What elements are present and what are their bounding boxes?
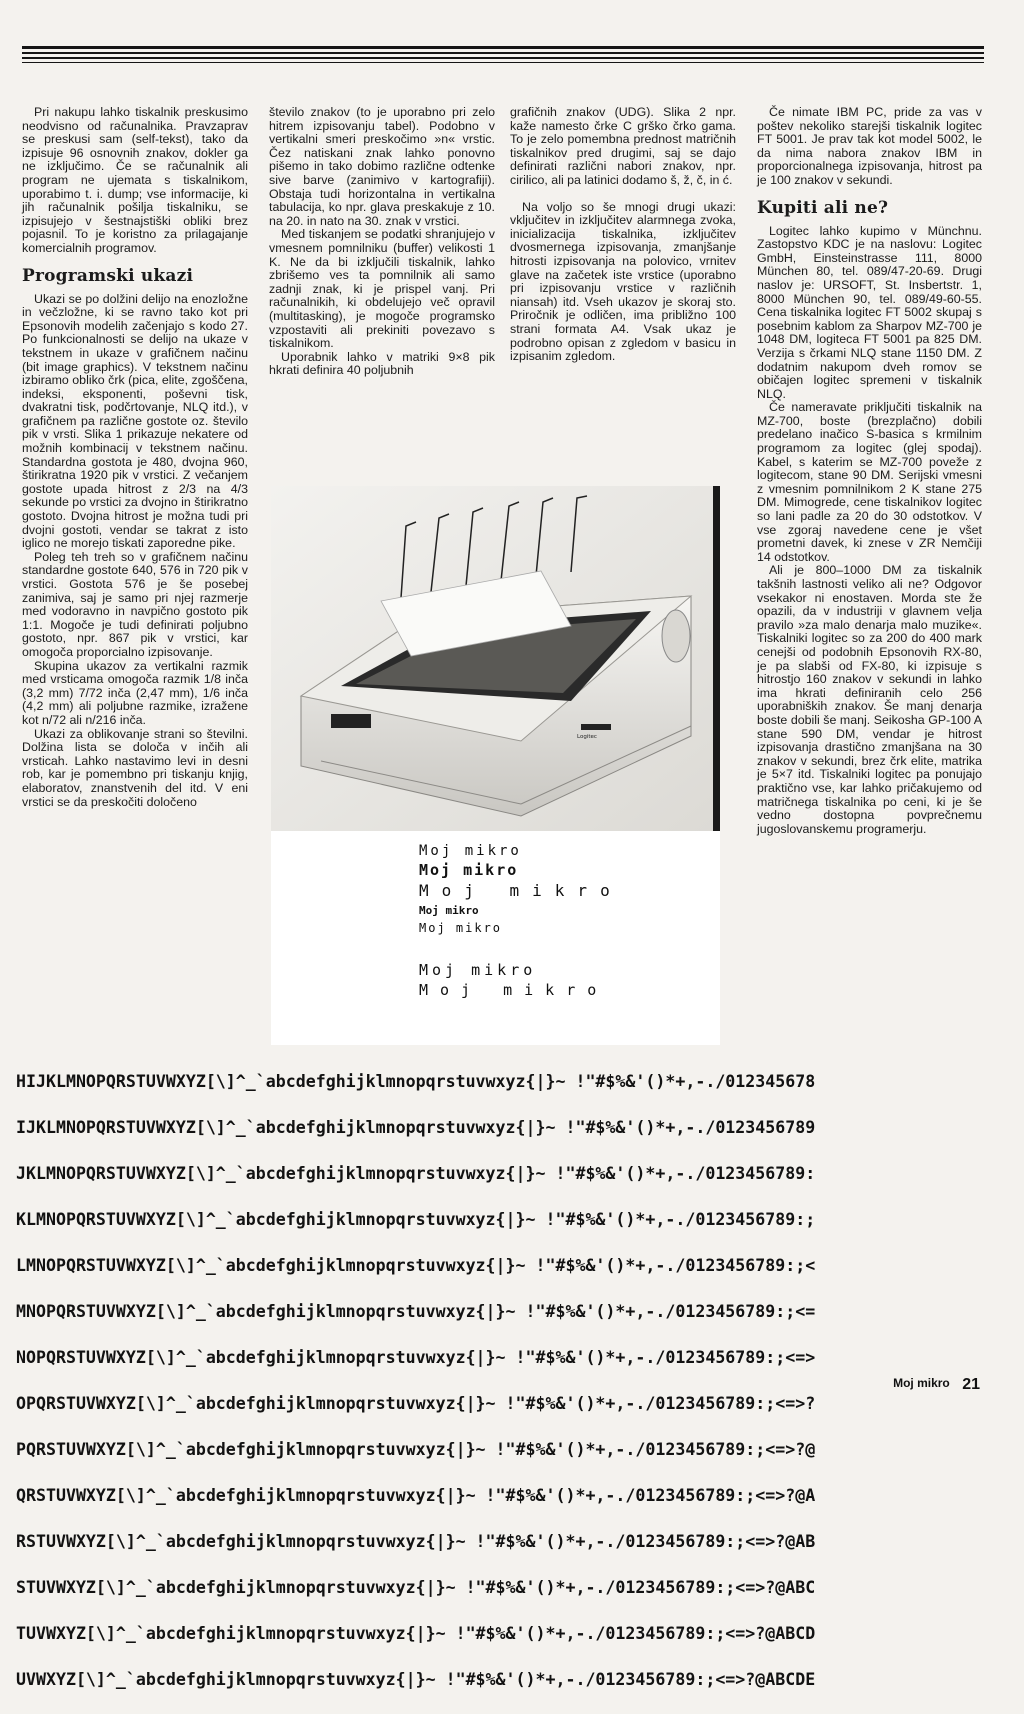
sample-line: Moj mikro [419, 843, 522, 859]
top-rule [22, 46, 984, 49]
sample-line: Moj mikro [419, 981, 609, 999]
paragraph: število znakov (to je uporabno pri zelo hitrem izpisovanju tabel). Podobno v vertikalni smeri preskočimo »n« vrstic. Čez natiskani znak lahko ponovno pišemo in tako dobimo različne odtenke sive barve (zanimivo v kartografiji). Obstaja tudi horizontalna in vertikalna tabulacija, ko npr. glava preskakuje z 10. na 20. in nato na 30. znak v vrstici. [269, 105, 495, 228]
column-2 [269, 106, 495, 378]
paragraph: Skupina ukazov za vertikalni razmik med vrsticama omogoča razmik 1/8 inča (3,2 mm) 7/72 inča (2,47 mm), 1/6 inča (4,2 mm) ali poljubne razmike, izražene kot n/72 ali n/216 inča. [22, 658, 248, 727]
column-3 [510, 106, 736, 364]
paragraph: Pri nakupu lahko tiskalnik preskusimo neodvisno od računalnika. Pravzaprav se preskusi sam (self-tekst), tako da izpisuje 96 osnovnih znakov, dokler ga ne izključimo. Če se računalnik ali program ne ujemata s tiskalnikom, uporabimo t. i. dump; vse informacije, ki jih računalnik pošilja tiskalniku, se izpisujejo v šestnajstiški obliki brez pojasnil. To je koristno za prilagajanje komercialnih programov. [22, 105, 248, 255]
ascii-line: QRSTUVWXYZ[\]^_`abcdefghijklmnopqrstuvwxyz{|}~ !"#$%&'()*+,-./0123456789:;<=>?@A [16, 1486, 816, 1505]
brand-label: Logitec [577, 734, 597, 740]
print-sample-box [271, 831, 720, 1045]
paragraph: grafičnih znakov (UDG). Slika 2 npr. kaže namesto črke C grško črko gama. To je zelo pomembna prednost matričnih tiskalnikov pred drugimi, saj se dajo definirati različni nabori znakov, npr. cirilico, ali pa latinici dodamo š, ž, č, in ć. [510, 105, 736, 187]
ascii-line: KLMNOPQRSTUVWXYZ[\]^_`abcdefghijklmnopqrstuvwxyz{|}~ !"#$%&'()*+,-./0123456789:; [16, 1210, 816, 1229]
paragraph: Med tiskanjem se podatki shranjujejo v vmesnem pomnilniku (buffer) velikosti 1 K. Ne da bi izključili tiskalnik, lahko zbrišemo ves ta pomnilnik ali samo zadnji znak, ki je prispel vanj. Pri računalnikih, ki obdelujejo več opravil (multitasking), je mogoče programsko vzpostaviti ali prekiniti povezavo s tiskalnikom. [269, 227, 495, 351]
paragraph: Ukazi se po dolžini delijo na enozložne in večzložne, ki se ravno tako kot pri Epsonovih modelih začenjajo s kodo 27. Po funkcionalnosti se delijo na ukaze v tekstnem in ukaze v grafičnem načinu (bit image graphics). V tekstnem načinu izbiramo obliko črk (pica, elite, zgoščena, indeksi, eksponenti, poševni tisk, dvakratni tisk, podčrtovanje, NLQ itd.), v grafičnem pa različne gostote oz. število pik v vrsti. Slika 1 prikazuje nekatere od možnih kombinacij v tekstnem načinu. Standardna gostota je 480, dvojna 960, štirikratna 1920 pik v vrstici. Z večanjem gostote upada hitrost z 2/3 na 4/3 sekunde po vrstici za dvojno in štirikratno gostoto. Dvojna hitrost je možna tudi pri dvojni gostoti, vendar se takrat z isto iglico ne morejo tiskati zaporedne pike. [22, 291, 248, 551]
sample-line: Moj mikro [419, 881, 623, 900]
ascii-line: TUVWXYZ[\]^_`abcdefghijklmnopqrstuvwxyz{|}~ !"#$%&'()*+,-./0123456789:;<=>?@ABCD [16, 1624, 816, 1643]
paragraph: Ali je 800–1000 DM za tiskalnik takšnih lastnosti veliko ali ne? Odgovor vsekakor ni enostaven. Morda ste že opazili, da v industriji v glavnem velja pravilo »za malo denarja malo muzike«. Tiskalniki logitec so za 200 do 400 mark cenejši od podobnih Epsonovih RX-80, je pa slabši od FX-80, ki izpisuje s hitrostjo 160 znakov v sekundi in lahko ima hkrati definiranih celo 256 uporabniških znakov. Še manj denarja boste dobili še manj. Seikosha GP-100 A stane 590 DM, vendar je hitrost izpisovanja drastično zmanjšana na 30 znakov v sekundi, brez črk elite, matrika je 5×7 itd. Tiskalniki logitec pa ponujajo praktično vse, kar lahko pričakujemo od matričnega tiskalnika po ceni, ki je še vedno dostopna povprečnemu jugoslovanskemu programerju. [757, 563, 982, 836]
top-rule [22, 57, 984, 59]
paragraph: Logitec lahko kupimo v Münchnu. Zastopstvo KDC je na naslovu: Logitec GmbH, Einsteinstrasse 111, 8000 München 80, tel. 089/47-20-69. Drugi naslov je: URSOFT, St. Insbertstr. 1, 8000 München 90, tel. 089/49-60-55. Cena tiskalnika logitec FT 5002 skupaj s posebnim kablom za Sharpov MZ-700 je 1048 DM, logitecа FT 5001 pa 825 DM. Verzija s črkami NLQ stane 1150 DM. Z dodatnim nakupom dveh romov se običajen logitec spremeni v tiskalnik NLQ. [757, 223, 982, 401]
ascii-line: UVWXYZ[\]^_`abcdefghijklmnopqrstuvwxyz{|}~ !"#$%&'()*+,-./0123456789:;<=>?@ABCDE [16, 1670, 816, 1689]
ascii-line: MNOPQRSTUVWXYZ[\]^_`abcdefghijklmnopqrstuvwxyz{|}~ !"#$%&'()*+,-./0123456789:;<= [16, 1302, 816, 1321]
ascii-line: STUVWXYZ[\]^_`abcdefghijklmnopqrstuvwxyz{|}~ !"#$%&'()*+,-./0123456789:;<=>?@ABC [16, 1578, 816, 1597]
paragraph: Uporabnik lahko v matriki 9×8 pik hkrati definira 40 poljubnih [269, 349, 495, 378]
magazine-name: Moj mikro [893, 1376, 950, 1390]
printer-illustration [271, 486, 720, 831]
sample-line: Moj mikro [419, 961, 537, 979]
paragraph: Na voljo so še mnogi drugi ukazi: vključitev in izključitev alarmnega zvoka, inicializacija tiskalnika, izključitev dvosmernega izpisovanja, zmanjšanje hitrosti izpisovanja na polovico, vrnitev glave na začetek iste vrstice (uporabno pri izpisovanju vrstice v različnih niansah) itd. Vseh ukazov je skoraj sto. Priročnik je odličen, ima približno 100 strani formata A4. Vsak ukaz je podrobno opisan z zgledom v basicu in izpisanim zgledom. [510, 199, 736, 364]
top-rule [22, 62, 984, 63]
ascii-line: OPQRSTUVWXYZ[\]^_`abcdefghijklmnopqrstuvwxyz{|}~ !"#$%&'()*+,-./0123456789:;<=>? [16, 1394, 816, 1413]
section-heading: Programski ukazi [22, 265, 194, 286]
ascii-line: HIJKLMNOPQRSTUVWXYZ[\]^_`abcdefghijklmnopqrstuvwxyz{|}~ !"#$%&'()*+,-./012345678 [16, 1072, 816, 1091]
ascii-line: NOPQRSTUVWXYZ[\]^_`abcdefghijklmnopqrstuvwxyz{|}~ !"#$%&'()*+,-./0123456789:;<=> [16, 1348, 816, 1367]
column-4 [757, 106, 982, 836]
sample-line: Moj mikro [419, 861, 519, 879]
ascii-line: RSTUVWXYZ[\]^_`abcdefghijklmnopqrstuvwxyz{|}~ !"#$%&'()*+,-./0123456789:;<=>?@AB [16, 1532, 816, 1551]
page-footer [893, 1376, 980, 1394]
ascii-line: PQRSTUVWXYZ[\]^_`abcdefghijklmnopqrstuvwxyz{|}~ !"#$%&'()*+,-./0123456789:;<=>?@ [16, 1440, 816, 1459]
ascii-line: LMNOPQRSTUVWXYZ[\]^_`abcdefghijklmnopqrstuvwxyz{|}~ !"#$%&'()*+,-./0123456789:;< [16, 1256, 816, 1275]
paragraph: Poleg teh treh so v grafičnem načinu standardne gostote 640, 576 in 720 pik v vrstici. Gostota 576 je še posebej zanimiva, saj je samo pri njej razmerje med vodoravno in navpično gostoto pik 1:1. Mogoče je tudi definirati poljubno gostoto, npr. 867 pik v vrstici, kar omogoča proporcialno izpisovanje. [22, 549, 248, 659]
page-number: 21 [962, 1376, 980, 1393]
paragraph: Ukazi za oblikovanje strani so številni. Dolžina lista se določa v inčih ali vrsticah. Lahko nastavimo levi in desni rob, kar je pomembno pri tiskanju knjig, elaboratov, znanstvenih del itd. V eni vrstici se da preskočiti določeno [22, 726, 248, 809]
top-rule [22, 52, 984, 54]
paragraph: Če nimate IBM PC, pride za vas v poštev nekoliko starejši tiskalnik logitec FT 5001. Je prav tak kot model 5002, le da nima nabora znakov IBM in proporcionalnega izpisovanja, hitrost pa je 100 znakov v sekundi. [757, 105, 982, 187]
sample-line: Moj mikro [419, 921, 503, 935]
printer-photo [271, 486, 720, 831]
sample-line: Moj mikro [419, 904, 479, 917]
ascii-line: IJKLMNOPQRSTUVWXYZ[\]^_`abcdefghijklmnopqrstuvwxyz{|}~ !"#$%&'()*+,-./0123456789 [16, 1118, 816, 1137]
section-heading: Kupiti ali ne? [757, 197, 889, 218]
ascii-line: JKLMNOPQRSTUVWXYZ[\]^_`abcdefghijklmnopqrstuvwxyz{|}~ !"#$%&'()*+,-./0123456789: [16, 1164, 816, 1183]
column-1 [22, 106, 248, 809]
paragraph: Če nameravate priključiti tiskalnik na MZ-700, boste (brezplačno) dobili predelano inačico S-basica s krmilnim programom za logitec (glej spodaj). Kabel, s katerim se MZ-700 poveže z logitecom, stane 90 DM. Serijski vmesni z vmesnim pomnilnikom 2 K stane 275 DM. Mimogrede, cene tiskalnikov logitec so lani padle za 20 do 30 odstotkov. V vse zgoraj navedene cene je všet prometni davek, ki znese v ZR Nemčiji 14 odstotkov. [757, 400, 982, 564]
